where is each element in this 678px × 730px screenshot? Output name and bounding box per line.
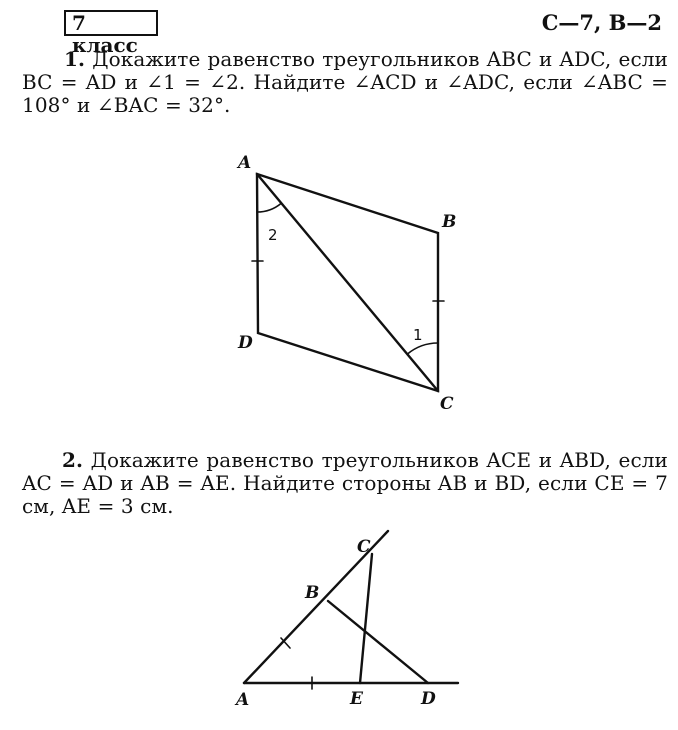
diagonal-ac bbox=[257, 174, 438, 391]
label-c-fig2: C bbox=[357, 537, 371, 557]
label-angle-1: 1 bbox=[413, 326, 423, 344]
label-c-fig1: C bbox=[440, 394, 454, 414]
grade-label: 7 класс bbox=[64, 10, 158, 36]
figure-1 bbox=[252, 174, 444, 391]
segment-ce bbox=[360, 554, 372, 683]
variant-label: С—7, В—2 bbox=[541, 10, 662, 35]
angle-2-arc bbox=[257, 203, 281, 212]
segment-bd bbox=[328, 601, 428, 683]
figure-2 bbox=[244, 531, 458, 689]
label-a-fig2: A bbox=[236, 690, 250, 710]
label-b-fig2: B bbox=[305, 583, 320, 603]
task-1-text: Докажите равенство треугольников ABC и ADC, если BC = AD и ∠1 = ∠2. Найдите ∠ACD и ∠ADC, если ∠ABC = 108° и ∠BAC = 32°. bbox=[22, 47, 668, 117]
task-1-number: 1. bbox=[64, 47, 86, 71]
label-d-fig2: D bbox=[421, 689, 436, 709]
label-angle-2: 2 bbox=[268, 226, 278, 244]
label-e-fig2: E bbox=[350, 689, 363, 709]
task-2-text: Докажите равенство треугольников ACE и ABD, если AC = AD и AB = AE. Найдите стороны AB и BD, если CE = 7 см, AE = 3 см. bbox=[22, 448, 668, 518]
label-b-fig1: B bbox=[442, 212, 457, 232]
angle-1-arc bbox=[407, 343, 438, 354]
label-a-fig1: A bbox=[238, 153, 252, 173]
label-d-fig1: D bbox=[238, 333, 253, 353]
task-2-number: 2. bbox=[62, 448, 84, 472]
